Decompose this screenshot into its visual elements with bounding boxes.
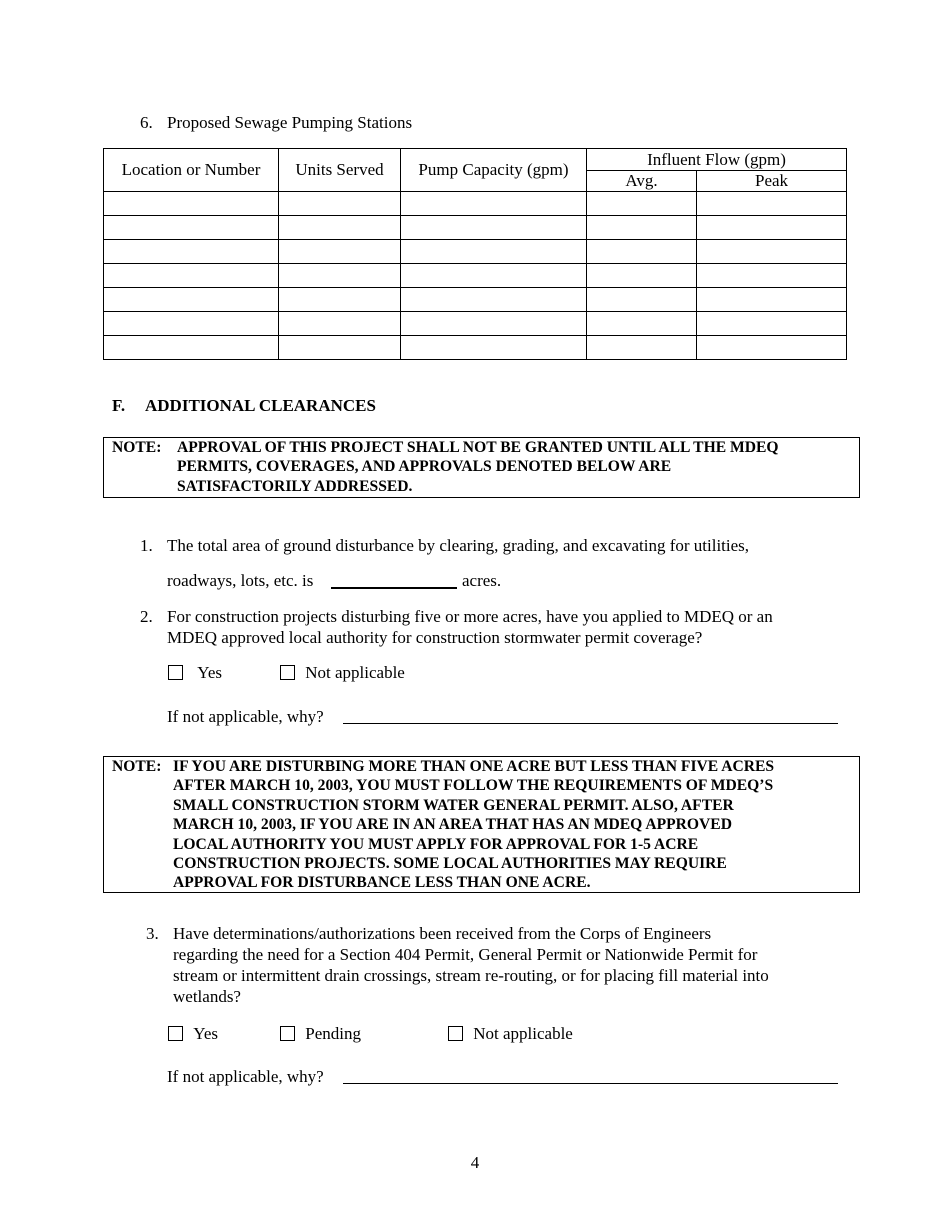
note-line: AFTER MARCH 10, 2003, YOU MUST FOLLOW THE REQUIREMENTS OF MDEQ’S <box>173 777 774 795</box>
table-cell[interactable] <box>104 336 279 360</box>
q2-yes-label: Yes <box>197 663 222 682</box>
note-line: IF YOU ARE DISTURBING MORE THAN ONE ACRE BUT LESS THAN FIVE ACRES <box>173 758 775 775</box>
pumping-heading: Proposed Sewage Pumping Stations <box>167 113 413 132</box>
col-header-avg: Avg. <box>587 171 697 192</box>
table-cell[interactable] <box>697 216 847 240</box>
q3-text-line: Have determinations/authorizations been received from the Corps of Engineers <box>173 924 712 943</box>
note-line: MARCH 10, 2003, IF YOU ARE IN AN AREA THAT HAS AN MDEQ APPROVED <box>173 816 732 834</box>
table-row <box>104 264 847 288</box>
table-cell[interactable] <box>104 264 279 288</box>
table-cell[interactable] <box>279 216 401 240</box>
q2-yes-option[interactable] <box>168 662 222 683</box>
table-cell[interactable] <box>279 312 401 336</box>
checkbox-icon[interactable] <box>448 1026 463 1041</box>
q3-number: 3. <box>146 924 159 943</box>
table-cell[interactable] <box>104 288 279 312</box>
table-cell[interactable] <box>587 288 697 312</box>
q2-text-line1: For construction projects disturbing five or more acres, have you applied to MDEQ or an <box>167 607 773 626</box>
acres-field[interactable] <box>331 587 457 589</box>
checkbox-icon[interactable] <box>280 665 295 680</box>
section-letter: F. <box>112 396 126 415</box>
q1-acres-label: acres. <box>462 571 502 590</box>
table-cell[interactable] <box>104 240 279 264</box>
checkbox-icon[interactable] <box>280 1026 295 1041</box>
table-row <box>104 288 847 312</box>
table-cell[interactable] <box>279 264 401 288</box>
table-row <box>104 216 847 240</box>
table-cell[interactable] <box>587 312 697 336</box>
table-cell[interactable] <box>279 336 401 360</box>
q3-yes-option[interactable] <box>168 1023 218 1044</box>
note-box-small-construction <box>103 756 860 893</box>
q3-why-label: If not applicable, why? <box>167 1067 324 1086</box>
table-cell[interactable] <box>697 312 847 336</box>
table-cell[interactable] <box>587 240 697 264</box>
q1-text-line2: roadways, lots, etc. is <box>167 571 314 590</box>
checkbox-icon[interactable] <box>168 665 183 680</box>
note-box-approval <box>103 437 860 498</box>
page-number: 4 <box>470 1153 480 1172</box>
table-cell[interactable] <box>401 288 587 312</box>
table-cell[interactable] <box>279 288 401 312</box>
note-line: APPROVAL OF THIS PROJECT SHALL NOT BE GRANTED UNTIL ALL THE MDEQ <box>177 439 779 456</box>
checkbox-icon[interactable] <box>168 1026 183 1041</box>
table-cell[interactable] <box>104 192 279 216</box>
q2-number: 2. <box>140 607 153 626</box>
note-line: APPROVAL FOR DISTURBANCE LESS THAN ONE ACRE. <box>173 874 591 892</box>
col-header-units: Units Served <box>279 149 401 192</box>
q1-number: 1. <box>140 536 153 555</box>
table-row <box>104 336 847 360</box>
table-cell[interactable] <box>697 336 847 360</box>
table-cell[interactable] <box>587 216 697 240</box>
q2-text-line2: MDEQ approved local authority for construction stormwater permit coverage? <box>167 628 703 647</box>
q3-text-line: wetlands? <box>173 987 241 1006</box>
pumping-heading-number: 6. <box>140 113 153 132</box>
q3-pending-option[interactable] <box>280 1023 361 1044</box>
q3-not-applicable-option[interactable] <box>448 1023 573 1044</box>
table-cell[interactable] <box>697 264 847 288</box>
table-cell[interactable] <box>697 240 847 264</box>
table-cell[interactable] <box>587 336 697 360</box>
q3-not-applicable-label: Not applicable <box>473 1024 573 1043</box>
note-line: SATISFACTORILY ADDRESSED. <box>177 477 413 495</box>
note-line: LOCAL AUTHORITY YOU MUST APPLY FOR APPROVAL FOR 1-5 ACRE <box>173 835 699 853</box>
table-cell[interactable] <box>697 192 847 216</box>
q2-not-applicable-option[interactable] <box>280 662 405 683</box>
table-cell[interactable] <box>697 288 847 312</box>
q3-why-field[interactable] <box>343 1083 838 1084</box>
table-row <box>104 312 847 336</box>
table-cell[interactable] <box>401 216 587 240</box>
q3-yes-label: Yes <box>193 1024 218 1043</box>
q1-text-line1: The total area of ground disturbance by clearing, grading, and excavating for utilities, <box>167 536 750 555</box>
table-row <box>104 240 847 264</box>
table-cell[interactable] <box>587 264 697 288</box>
note-line: SMALL CONSTRUCTION STORM WATER GENERAL PERMIT. ALSO, AFTER <box>173 796 734 814</box>
table-cell[interactable] <box>587 192 697 216</box>
q2-why-field[interactable] <box>343 723 838 724</box>
table-cell[interactable] <box>279 192 401 216</box>
table-cell[interactable] <box>104 312 279 336</box>
table-cell[interactable] <box>401 312 587 336</box>
table-cell[interactable] <box>401 264 587 288</box>
section-title: ADDITIONAL CLEARANCES <box>145 396 376 415</box>
note-label: NOTE: <box>112 758 162 775</box>
q3-text <box>173 923 769 1007</box>
table-cell[interactable] <box>401 192 587 216</box>
pumping-stations-table <box>103 148 847 360</box>
q2-not-applicable-label: Not applicable <box>305 663 405 682</box>
q2-why-label: If not applicable, why? <box>167 707 324 726</box>
note-label: NOTE: <box>112 439 162 456</box>
table-row <box>104 192 847 216</box>
note-line: CONSTRUCTION PROJECTS. SOME LOCAL AUTHORITIES MAY REQUIRE <box>173 855 727 873</box>
q3-text-line: stream or intermittent drain crossings, stream re-routing, or for placing fill material into <box>173 966 769 985</box>
col-header-peak: Peak <box>697 171 847 192</box>
table-cell[interactable] <box>401 240 587 264</box>
note-line: PERMITS, COVERAGES, AND APPROVALS DENOTED BELOW ARE <box>177 458 672 476</box>
col-header-location: Location or Number <box>104 149 279 192</box>
col-header-capacity: Pump Capacity (gpm) <box>401 149 587 192</box>
table-cell[interactable] <box>279 240 401 264</box>
col-header-influent-flow: Influent Flow (gpm) <box>587 149 847 171</box>
q3-text-line: regarding the need for a Section 404 Permit, General Permit or Nationwide Permit for <box>173 945 758 964</box>
q3-pending-label: Pending <box>305 1024 361 1043</box>
table-cell[interactable] <box>401 336 587 360</box>
table-cell[interactable] <box>104 216 279 240</box>
